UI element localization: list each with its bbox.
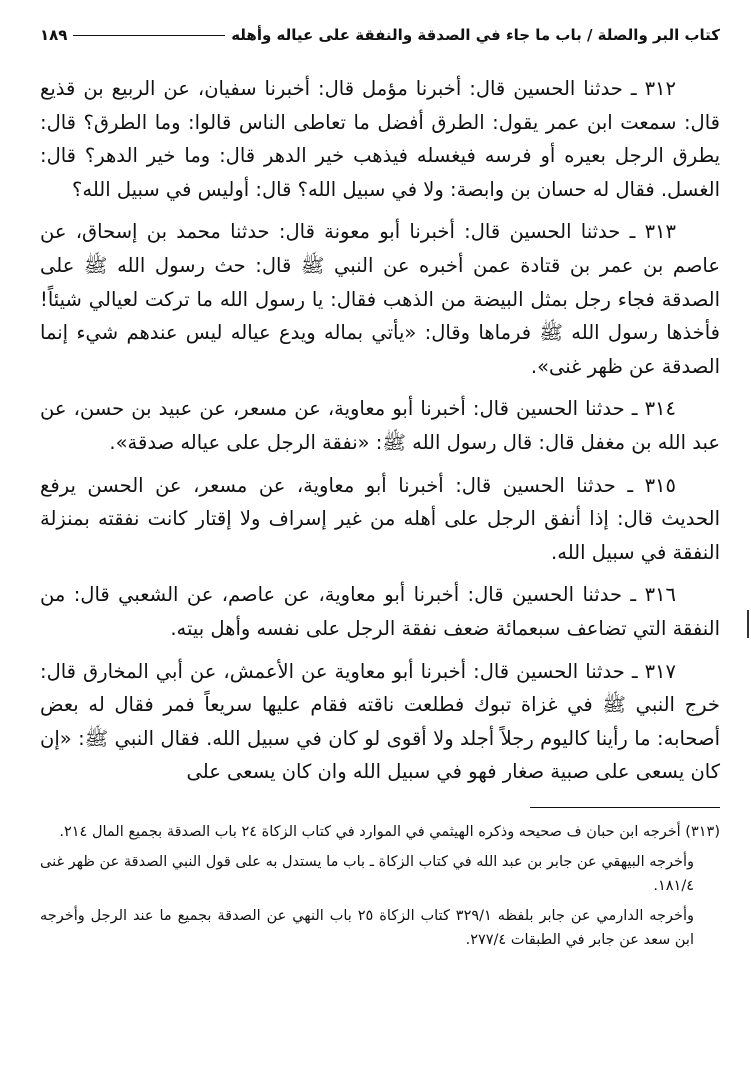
running-header <box>40 20 720 50</box>
page-edge-mark <box>747 610 749 638</box>
footnote-separator <box>530 807 720 808</box>
footnote-313: (٣١٣) أخرجه ابن حبان ف صحيحه وذكره الهيثمي في الموارد في كتاب الزكاة ٢٤ باب الصدقة بجميع المال ٢١٤. <box>59 823 720 840</box>
page-number: ١٨٩ <box>40 26 68 44</box>
hadith-315: ٣١٥ ـ حدثنا الحسين قال: أخبرنا أبو معاوية، عن مسعر، عن الحسن يرفع الحديث قال: إذا أنفق الرجل على أهله من غير إسراف ولا إقتار كانت نفقته بمنزلة النفقة في سبيل الله. <box>40 473 720 564</box>
main-text <box>40 72 720 789</box>
book-page <box>40 20 720 958</box>
header-rule <box>73 35 225 36</box>
footnote-313-darimi: وأخرجه الدارمي عن جابر بلفظه ٣٢٩/١ كتاب الزكاة ٢٥ باب النهي عن الصدقة بجميع ما عند الرجل وأخرجه ابن سعد عن جابر في الطبقات ٢٧٧/٤. <box>40 907 695 948</box>
hadith-312: ٣١٢ ـ حدثنا الحسين قال: أخبرنا مؤمل قال: أخبرنا سفيان، عن الربيع بن قذيع قال: سمعت ابن عمر يقول: الطرق أفضل ما تعاطى الناس قالوا: وما الطرق؟ قال: يطرق الرجل بعيره أو فرسه فيغسله فيذهب خير الدهر قال: وما خير الدهر؟ قال: الغسل. فقال له حسان بن وابصة: ولا في سبيل الله؟ قال: أوليس في سبيل الله؟ <box>40 77 720 201</box>
footnotes <box>40 820 720 952</box>
hadith-313: ٣١٣ ـ حدثنا الحسين قال: أخبرنا أبو معونة قال: حدثنا محمد بن إسحاق، عن عاصم بن عمر بن قتادة عمن أخبره عن النبي ﷺ قال: حث رسول الله ﷺ على الصدقة فجاء رجل بمثل البيضة من الذهب فقال: يا رسول الله ما تركت لعيالي شيئاً! فأخذها رسول الله ﷺ فرماها وقال: «يأتي بماله ويدع عياله ليس عندهم شيء إنما الصدقة عن ظهر غنى». <box>40 220 720 378</box>
hadith-314: ٣١٤ ـ حدثنا الحسين قال: أخبرنا أبو معاوية، عن مسعر، عن عبيد بن حسن، عن عبد الله بن مغفل قال: قال رسول الله ﷺ: «نفقة الرجل على عياله صدقة». <box>40 397 720 454</box>
hadith-316: ٣١٦ ـ حدثنا الحسين قال: أخبرنا أبو معاوية، عن عاصم، عن الشعبي قال: من النفقة التي تضاعف سبعمائة ضعف نفقة الرجل على نفسه وأهل بيته. <box>40 583 720 640</box>
footnote-313-bayhaqi: وأخرجه البيهقي عن جابر بن عبد الله في كتاب الزكاة ـ باب ما يستدل به على قول النبي الصدقة عن ظهر غنى ١٨١/٤. <box>40 853 694 894</box>
running-header-title: كتاب البر والصلة / باب ما جاء في الصدقة والنفقة على عياله وأهله <box>231 26 720 44</box>
hadith-317: ٣١٧ ـ حدثنا الحسين قال: أخبرنا أبو معاوية عن الأعمش، عن أبي المخارق قال: خرج النبي ﷺ في غزاة تبوك فطلعت ناقته فقام عليها سريعاً فمر فقال له بعض أصحابه: ما رأينا كاليوم رجلاً أجلد ولا أقوى لو كان في سبيل الله. فقال النبي ﷺ: «إن كان يسعى على صبية صغار فهو في سبيل الله وان كان يسعى على <box>40 659 720 784</box>
